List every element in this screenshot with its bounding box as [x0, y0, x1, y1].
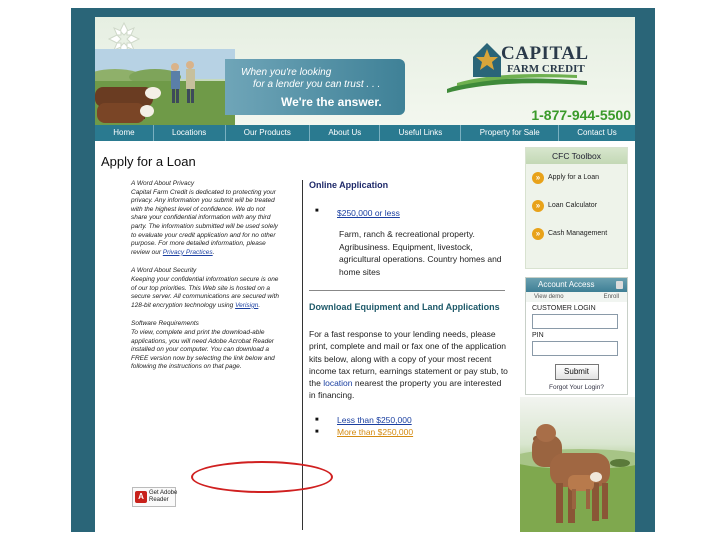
page-title: Apply for a Loan: [101, 154, 196, 169]
lock-icon: [616, 281, 623, 289]
double-chevron-icon: »: [532, 228, 544, 240]
nav-contact-us[interactable]: Contact Us: [577, 128, 617, 137]
main-navigation: [95, 125, 635, 141]
capital-farm-credit-logo[interactable]: [467, 31, 617, 91]
privacy-block: A Word About Privacy Capital Farm Credit is dedicated to protecting your privacy. Any information you submit will be treated with the highest level of confidence. We do not share your confidential information with any third party. The information submitted will be used solely to evaluate your credit application and for no other purpose. For more detailed information, please review our Privacy Practices.: [131, 180, 278, 256]
software-block: [131, 320, 279, 372]
privacy-body: Capital Farm Credit is dedicated to protecting your privacy. Any information you submit will be treated with the highest level of confidence. We do not share your confidential information with any third party. The information submitted will be used solely to evaluate your credit application and for no other purpose. For more detailed information, please review our: [131, 188, 278, 256]
forgot-login-link[interactable]: Forgot Your Login?: [549, 384, 604, 391]
pin-label: PIN: [532, 332, 544, 339]
software-heading: Software Requirements: [131, 320, 199, 328]
phone-number[interactable]: 1-877-944-5500: [531, 107, 631, 123]
customer-login-label: CUSTOMER LOGIN: [532, 305, 596, 312]
enroll-link[interactable]: Enroll: [603, 294, 619, 300]
download-instructions-part1: For a fast response to your lending needs, please print, complete and mail or fax one of the application kits below, along with a copy of your most recent income tax return, earnings statement or pay stub, to the: [309, 329, 508, 389]
account-access-panel: [525, 277, 628, 395]
toolbox-item-label: Cash Management: [548, 230, 608, 237]
download-list: [309, 414, 509, 438]
pin-input[interactable]: [532, 341, 618, 356]
brand-name-line2: FARM CREDIT: [507, 63, 585, 75]
online-application-title: Online Application: [309, 180, 389, 190]
tagline-line3: We're the answer.: [281, 95, 382, 109]
double-chevron-icon: »: [532, 200, 544, 212]
highlight-circle-annotation: [191, 461, 333, 493]
section-divider: [309, 290, 505, 291]
nav-useful-links[interactable]: Useful Links: [380, 125, 461, 141]
toolbox-cash-management[interactable]: [526, 220, 627, 248]
web-page: [95, 17, 635, 532]
nav-locations[interactable]: Locations: [154, 125, 226, 141]
cfc-toolbox: [525, 147, 628, 269]
tagline-line2: for a lender you can trust . . .: [253, 79, 381, 90]
download-instructions-part2: nearest the property you are interested in financing.: [309, 378, 502, 401]
submit-button[interactable]: Submit: [555, 364, 599, 380]
software-body: To view, complete and print the download-able applications, you will need Adobe Acrobat Reader installed on your computer. You can download a FREE version now by selecting the link below and following the instructions on that page.: [131, 328, 275, 371]
double-chevron-icon: »: [532, 172, 544, 184]
online-application-description: Farm, ranch & recreational property. Agribusiness. Equipment, livestock, agricultural operations. Country homes and home sites: [339, 229, 502, 277]
get-adobe-reader-button[interactable]: [132, 487, 176, 507]
info-column: [131, 180, 279, 382]
download-applications-title: Download Equipment and Land Applications: [309, 302, 500, 312]
nav-home[interactable]: Home: [95, 125, 154, 141]
adobe-line1: Get Adobe: [149, 490, 178, 496]
account-access-title: Account Access: [538, 280, 595, 289]
verisign-link[interactable]: Verisign: [235, 301, 259, 309]
security-heading: A Word About Security: [131, 267, 197, 275]
nav-our-products[interactable]: Our Products: [226, 125, 311, 141]
account-access-header: [526, 278, 627, 292]
privacy-heading: A Word About Privacy: [131, 180, 195, 187]
download-more-than-link[interactable]: ■ More than $250,000: [309, 426, 509, 438]
download-less-than-link[interactable]: ■ Less than $250,000: [309, 414, 509, 426]
view-demo-link[interactable]: View demo: [534, 294, 564, 300]
nav-about-us[interactable]: About Us: [310, 125, 380, 141]
customer-login-input[interactable]: [532, 314, 618, 329]
download-instructions: [309, 328, 509, 402]
online-application-list: [309, 208, 509, 218]
security-block: A Word About Security Keeping your confidential information secure is one of our top priorities. This Web site is hosted on a secure server. All communications are secured with 128-bit encryption technology using Verisign.: [131, 267, 279, 309]
brand-name-line1: CAPITAL: [501, 43, 589, 64]
location-link[interactable]: location: [323, 378, 353, 389]
cattle-photo: [520, 397, 635, 532]
site-header: [95, 17, 635, 125]
privacy-practices-link[interactable]: Privacy Practices: [162, 248, 213, 256]
application-column: [309, 180, 509, 438]
toolbox-item-label: Loan Calculator: [548, 202, 598, 209]
toolbox-loan-calculator[interactable]: [526, 192, 627, 220]
nav-property-for-sale[interactable]: Property for Sale: [461, 125, 558, 141]
security-body: Keeping your confidential information secure is one of our top priorities. This Web site is hosted on a secure server. All communications are secured with 128-bit encryption technology using: [131, 275, 279, 309]
toolbox-item-label: Apply for a Loan: [548, 174, 599, 181]
toolbox-apply-for-loan[interactable]: [526, 164, 627, 192]
tagline-line1: When you're looking: [241, 67, 332, 78]
online-application-link[interactable]: ■ $250,000 or less: [309, 208, 509, 218]
hero-photo-farmers: [95, 49, 235, 125]
adobe-reader-icon: A: [135, 491, 147, 503]
account-tabs: [526, 292, 627, 302]
toolbox-title: CFC Toolbox: [526, 148, 627, 164]
adobe-line2: Reader: [149, 497, 169, 503]
